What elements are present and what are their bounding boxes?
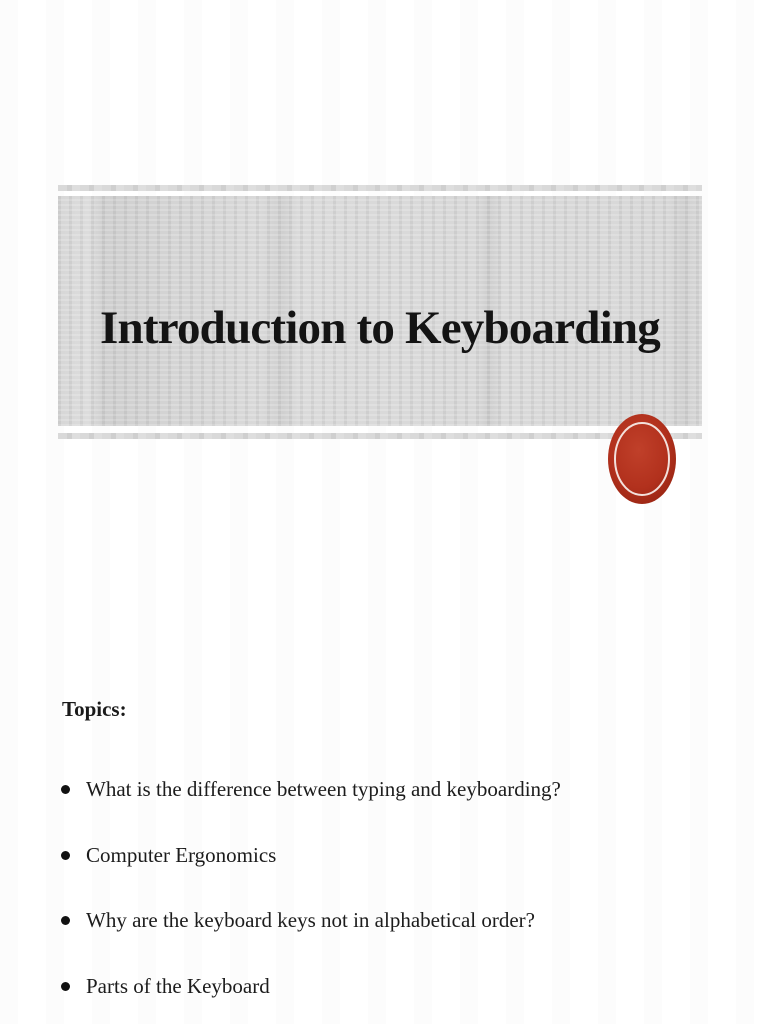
topic-text: Parts of the Keyboard — [86, 973, 270, 998]
topic-text: Computer Ergonomics — [86, 842, 277, 867]
topic-text: What is the difference between typing and keyboarding? — [86, 777, 561, 802]
bullet-icon — [61, 785, 70, 794]
list-item — [58, 954, 561, 1020]
decorative-circle-icon — [606, 413, 678, 505]
list-item — [58, 823, 561, 889]
list-item — [58, 757, 561, 823]
bullet-icon — [61, 982, 70, 991]
list-item — [58, 888, 561, 954]
title-band — [58, 196, 702, 426]
title-top-rule — [58, 185, 702, 191]
topic-text: Why are the keyboard keys not in alphabetical order? — [86, 908, 535, 933]
bullet-icon — [61, 916, 70, 925]
topics-heading: Topics: — [62, 697, 127, 721]
slide-title: Introduction to Keyboarding — [100, 302, 660, 354]
bullet-icon — [61, 851, 70, 860]
topic-list — [58, 757, 561, 1019]
